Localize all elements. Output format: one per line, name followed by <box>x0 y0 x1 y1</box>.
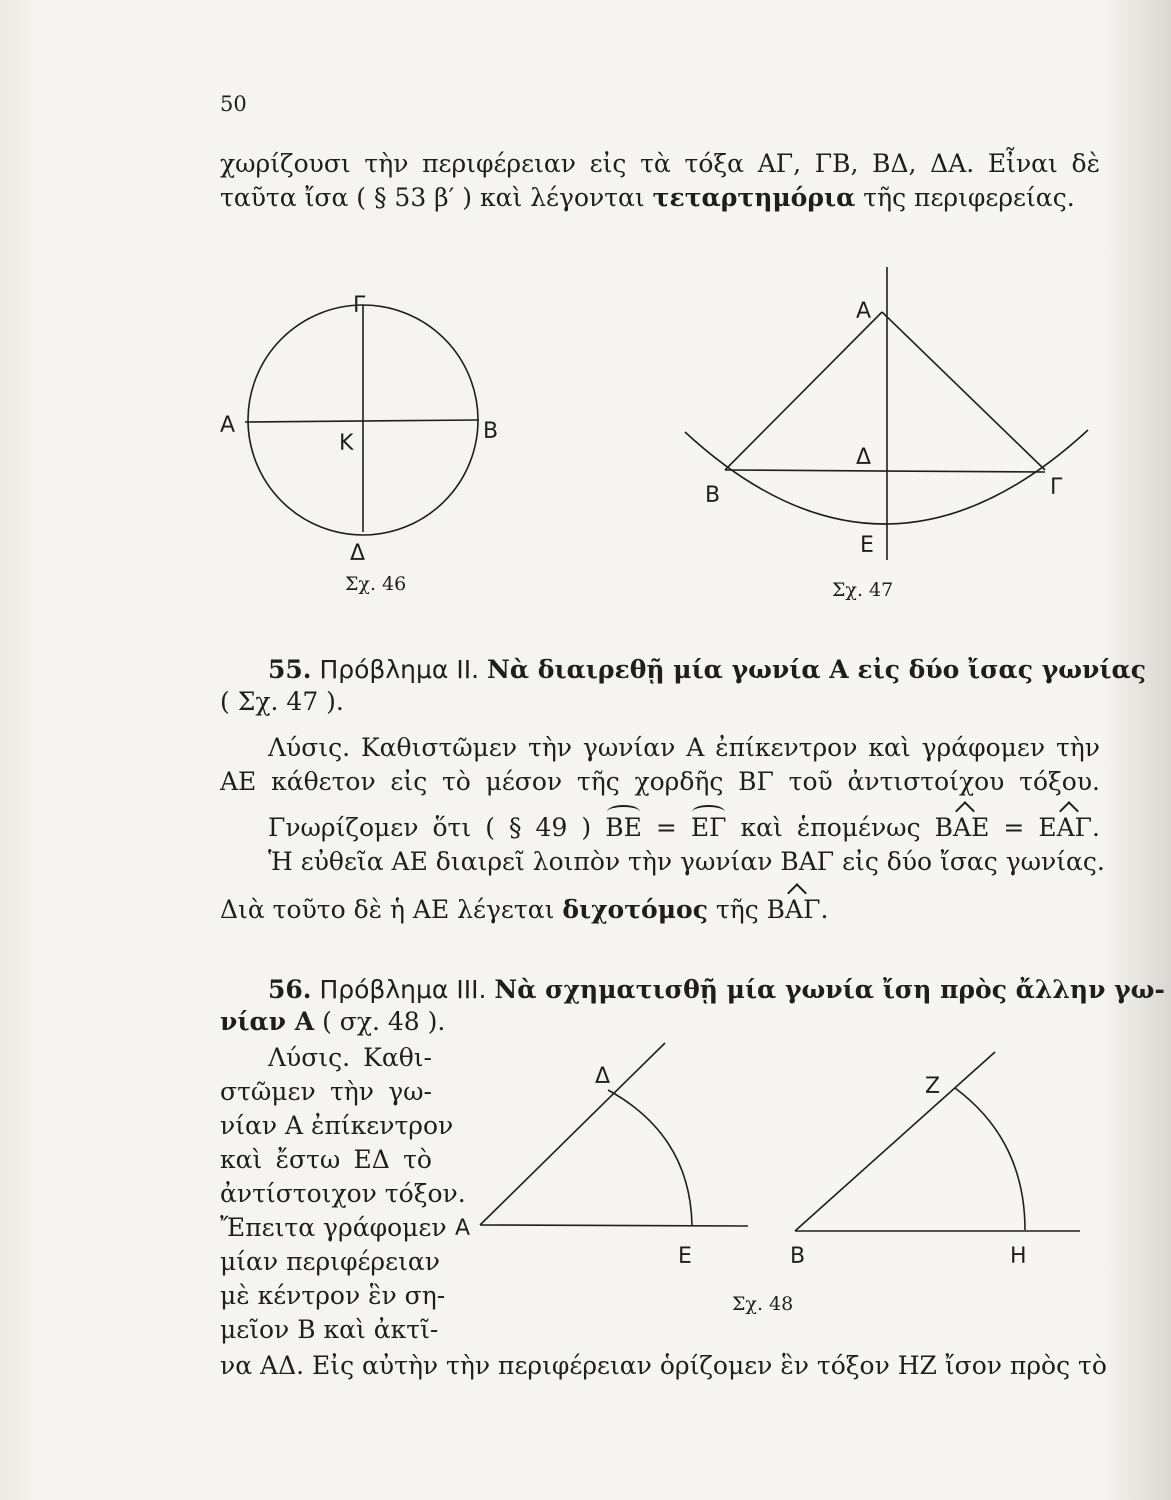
fig47-label-apex: Α <box>856 299 872 324</box>
fig46-label-bottom: Δ <box>350 541 366 566</box>
fig46-label-center: Κ <box>339 431 354 456</box>
term-bisector: διχοτόμος <box>562 895 708 924</box>
p56-ref: ( σχ. 48 ). <box>322 1007 446 1036</box>
p55-bisector-line <box>220 894 828 926</box>
fig48-label-d: Δ <box>595 1064 611 1089</box>
p55-angle-eag-a: Ε <box>1038 813 1057 842</box>
fig46-label-left: Α <box>220 413 236 438</box>
p55-bisector-start: Διὰ τοῦτο δὲ ἡ ΑΕ λέγεται <box>220 895 555 924</box>
p55-arc-eg: ΕΓ <box>690 813 727 842</box>
fig48-label-b: Β <box>790 1244 806 1269</box>
p55-angle-eag <box>1038 813 1100 842</box>
p56-col-line-6: Ἔπειτα γράφομεν <box>220 1213 447 1242</box>
page-number: 50 <box>220 92 247 116</box>
p55-title: Νὰ διαιρεθῇ μία γωνία Α εἰς δύο ἴσας γωνίας <box>487 655 1146 684</box>
p55-eq-equals-2: = <box>1003 813 1025 842</box>
p56-title-2: νίαν Α <box>220 1007 315 1036</box>
p55-arc-be: ΒΕ <box>605 813 642 842</box>
p56-col-line-4: καὶ ἔστω ΕΔ τὸ <box>220 1145 432 1174</box>
p55-eq-equals-1: = <box>655 813 677 842</box>
p55-angle-bag <box>767 895 829 924</box>
p56-col-line-7: μίαν περιφέρειαν <box>220 1247 440 1276</box>
p55-ref: ( Σχ. 47 ). <box>220 687 344 716</box>
fig48-caption: Σχ. 48 <box>732 1293 794 1315</box>
fig48-a-ray-up <box>480 1043 665 1225</box>
p56-col-line-5: ἀντίστοιχον τόξον. <box>220 1179 466 1208</box>
term-quadrants: τεταρτημόρια <box>652 183 856 212</box>
p56-heading: Πρόβλημα ΙΙΙ. <box>319 975 487 1004</box>
fig46-horizontal-diameter <box>245 420 479 422</box>
fig48-label-e: Ε <box>678 1244 692 1269</box>
figure-46 <box>215 270 515 610</box>
p56-last-line: να ΑΔ. Εἰς αὐτὴν τὴν περιφέρειαν ὁρίζομεν ἓν τόξον ΗΖ ἴσον πρὸς τὸ <box>220 1351 1107 1380</box>
p55-angle-bag-a: Β <box>766 895 786 924</box>
p55-title-line <box>268 654 1146 686</box>
p55-equation-line <box>268 812 1100 844</box>
p56-title-1: Νὰ σχηματισθῇ μία γωνία ἴση πρὸς ἄλλην γω- <box>494 975 1165 1004</box>
p55-angle-eag-b: Γ. <box>1074 813 1100 842</box>
p55-angle-bae <box>935 813 990 842</box>
p55-eq-prefix: Γνωρίζομεν ὅτι ( § 49 ) <box>268 813 592 842</box>
fig46-caption: Σχ. 46 <box>345 573 407 595</box>
p56-col-line-1: Λύσις. Καθι- <box>268 1043 432 1072</box>
fig48-arc-hz <box>955 1088 1025 1230</box>
p55-heading: Πρόβλημα ΙΙ. <box>319 655 480 684</box>
fig47-chord <box>725 470 1045 472</box>
fig47-label-mid: Δ <box>856 445 872 470</box>
figure-48 <box>450 1035 1090 1320</box>
fig47-caption: Σχ. 47 <box>832 579 894 601</box>
intro-text: ταῦτα ἴσα ( § 53 β′ ) καὶ λέγονται <box>220 183 645 212</box>
fig46-label-top: Γ <box>353 293 366 318</box>
p55-divides-line: Ἡ εὐθεῖα ΑΕ διαιρεῖ λοιπὸν τὴν γωνίαν ΒΑΓ εἰς δύο ἴσας γωνίας. <box>268 847 1105 876</box>
p56-col-line-3: νίαν Α ἐπίκεντρον <box>220 1111 454 1140</box>
p55-solution-1: Λύσις. Καθιστῶμεν τὴν γωνίαν Α ἐπίκεντρον καὶ γράφομεν τὴν <box>268 733 1100 762</box>
intro-line-2 <box>220 182 1075 214</box>
p55-angle-bag-vertex: Α <box>785 895 804 924</box>
intro-line-1: χωρίζουσι τὴν περιφέρειαν εἰς τὰ τόξα ΑΓ, ΓΒ, ΒΔ, ΔΑ. Εἶναι δὲ <box>220 149 1100 178</box>
p56-number: 56. <box>268 975 312 1004</box>
p56-col-line-9: μεῖον Β καὶ ἀκτῖ- <box>220 1315 439 1344</box>
p55-solution-2: ΑΕ κάθετον εἰς τὸ μέσον τῆς χορδῆς ΒΓ τοῦ ἀντιστοίχου τόξου. <box>220 767 1100 796</box>
p55-angle-bag-b: Γ. <box>803 895 829 924</box>
p56-title-line <box>268 974 1165 1006</box>
fig47-side-ag <box>882 312 1045 470</box>
p55-angle-bae-a: Β <box>934 813 953 842</box>
p55-bisector-mid: τῆς <box>715 895 759 924</box>
fig48-b-ray-up <box>795 1052 995 1231</box>
fig48-label-z: Ζ <box>925 1074 941 1099</box>
p55-angle-eag-vertex: Α <box>1056 813 1075 842</box>
fig48-arc-ed <box>608 1090 692 1225</box>
p56-col-line-2: στῶμεν τὴν γω- <box>220 1077 432 1106</box>
fig47-label-right: Γ <box>1050 475 1063 500</box>
p55-angle-bae-vertex: Α <box>953 813 972 842</box>
fig48-label-a: Α <box>455 1216 471 1241</box>
fig48-label-h: Η <box>1010 1244 1027 1269</box>
intro-text-end: τῆς περιφερείας. <box>863 183 1075 212</box>
p56-col-line-8: μὲ κέντρον ἓν ση- <box>220 1281 446 1310</box>
p55-number: 55. <box>268 655 312 684</box>
fig48-a-ray-right <box>480 1225 748 1226</box>
fig47-label-left: Β <box>705 483 721 508</box>
p56-title-line-2 <box>220 1006 445 1038</box>
figure-47 <box>680 262 1100 612</box>
p55-eq-mid: καὶ ἑπομένως <box>740 813 921 842</box>
fig46-label-right: Β <box>483 419 499 444</box>
fig47-label-bottom: Ε <box>860 533 874 558</box>
p55-angle-bae-b: Ε <box>971 813 990 842</box>
